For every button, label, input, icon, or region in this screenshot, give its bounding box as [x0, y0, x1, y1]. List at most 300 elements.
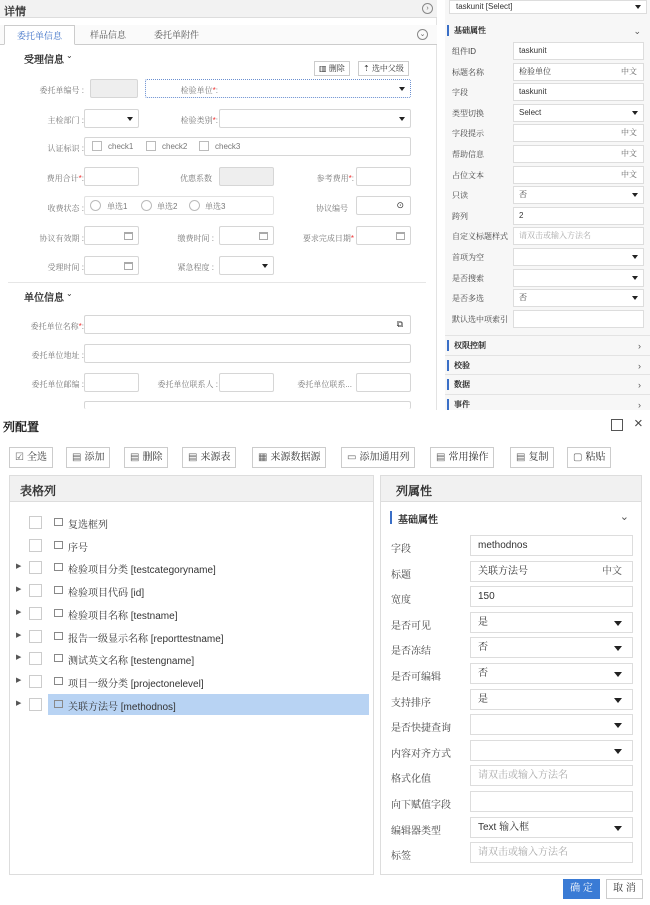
prop-row — [445, 103, 650, 123]
dropdown-arrow-icon — [632, 276, 638, 280]
chevron-down-icon[interactable]: ⌄ — [417, 29, 428, 40]
column-prop-label: 是否快捷查询 — [391, 723, 451, 735]
section-accept-info: 受理信息 — [24, 55, 64, 66]
dropdown-arrow-icon — [614, 749, 622, 754]
label-cert-mark: 认证标识 : — [47, 144, 84, 153]
column-prop-field[interactable] — [470, 842, 633, 863]
column-prop-value: methodnos — [478, 540, 528, 551]
row-checkbox[interactable] — [29, 698, 42, 711]
required-date-input[interactable] — [356, 226, 411, 245]
tab-entrust-info[interactable]: 委托单信息 — [4, 25, 75, 45]
inspect-unit-select[interactable] — [145, 79, 411, 98]
calendar-icon — [124, 232, 133, 240]
label-unit-contact2: 委托单位联系... — [297, 380, 352, 389]
prop-value: Select — [519, 107, 542, 117]
table-columns-title: 表格列 — [20, 484, 57, 498]
chevron-right-icon: › — [638, 341, 641, 351]
column-props-header — [381, 476, 641, 502]
unit-contact2-input[interactable] — [356, 373, 411, 392]
ok-button[interactable]: 确 定 — [563, 879, 600, 899]
calendar-icon — [124, 262, 133, 270]
prop-row — [445, 288, 650, 308]
prop-value-field[interactable] — [513, 145, 644, 163]
prop-value-field[interactable] — [513, 207, 644, 225]
label-inspect-type: 检验类别*: — [180, 116, 218, 125]
prop-value: taskunit — [519, 87, 547, 97]
chevron-down-icon: ⌄ — [633, 26, 641, 36]
basic-props-section[interactable] — [445, 21, 650, 40]
prop-value: taskunit — [519, 46, 547, 55]
dropdown-arrow-icon — [614, 826, 622, 831]
label-fee-total: 费用合计*: — [46, 174, 84, 183]
agreement-no-input[interactable] — [356, 196, 411, 215]
column-prop-row — [381, 534, 641, 557]
column-prop-row — [381, 713, 641, 736]
prop-row — [445, 41, 650, 61]
dropdown-arrow-icon — [614, 723, 622, 728]
toolbar-icon: ▭ — [347, 452, 357, 463]
discount-input[interactable] — [219, 167, 274, 186]
section-marker — [447, 360, 449, 371]
column-name: 检验项目名称 [testname] — [68, 610, 178, 622]
column-name: 测试英文名称 [testengname] — [68, 656, 195, 668]
dropdown-arrow-icon — [632, 193, 638, 197]
toolbar-label: 常用操作 — [448, 452, 489, 463]
unit-postcode-input[interactable] — [84, 373, 139, 392]
tree-row[interactable] — [10, 557, 373, 578]
tree-row[interactable] — [10, 535, 373, 556]
column-prop-placeholder: 请双击或输入方法名 — [478, 847, 568, 859]
label-accept-time: 受理时间 : — [47, 263, 84, 272]
maximize-icon[interactable] — [611, 419, 623, 431]
toolbar-button[interactable] — [124, 447, 168, 468]
dialog-header — [0, 410, 650, 440]
row-checkbox[interactable] — [29, 516, 42, 529]
table-icon — [54, 700, 63, 708]
toolbar-button[interactable] — [430, 447, 494, 468]
row-checkbox[interactable] — [29, 561, 42, 574]
unit-contact-input[interactable] — [219, 373, 274, 392]
column-prop-label: 是否可见 — [391, 620, 431, 632]
tree-row[interactable] — [10, 512, 373, 533]
label-entrust-no: 委托单编号 : — [39, 86, 84, 95]
column-prop-value: 否 — [478, 668, 488, 679]
prop-value-field[interactable] — [513, 248, 644, 266]
agreement-valid-date[interactable] — [84, 226, 139, 245]
label-pay-time: 缴费时间 : — [177, 234, 214, 243]
close-icon[interactable]: × — [634, 415, 643, 432]
toolbar-icon: ▤ — [516, 452, 526, 463]
label-urgency: 紧急程度 : — [177, 263, 214, 272]
tree-row[interactable] — [10, 671, 373, 692]
toolbar-button[interactable] — [66, 447, 110, 468]
dropdown-arrow-icon — [127, 117, 133, 121]
prop-label: 占位文本 — [452, 170, 484, 180]
chevron-down-icon[interactable]: ⌄ — [66, 289, 73, 298]
toolbar-label: 复制 — [528, 452, 549, 463]
check1-checkbox[interactable] — [92, 141, 102, 151]
label-required-date: 要求完成日期* — [302, 234, 354, 243]
section-marker — [447, 25, 449, 36]
prop-value-field[interactable] — [513, 289, 644, 307]
divider — [8, 282, 426, 283]
column-prop-field[interactable] — [470, 740, 633, 761]
delete-label: 删除 — [328, 64, 345, 73]
column-prop-row — [381, 662, 641, 685]
prop-row — [445, 165, 650, 185]
radio1-label: 单选1 — [107, 202, 128, 211]
tree-row[interactable] — [10, 603, 373, 624]
prop-section[interactable] — [445, 374, 650, 393]
check2-checkbox[interactable] — [146, 141, 156, 151]
toolbar-icon: ▤ — [130, 452, 140, 463]
prop-row — [445, 123, 650, 143]
column-name: 项目一级分类 [projectonelevel] — [68, 678, 204, 690]
prop-value-field[interactable] — [513, 104, 644, 122]
collapse-icon[interactable]: › — [422, 3, 433, 14]
column-prop-placeholder: 请双击或输入方法名 — [478, 770, 568, 782]
section-marker — [447, 379, 449, 390]
column-prop-field[interactable] — [470, 765, 633, 786]
radio2[interactable] — [141, 200, 152, 211]
column-prop-label: 编辑器类型 — [391, 825, 441, 837]
check1-label: check1 — [108, 142, 134, 151]
dropdown-arrow-icon — [399, 87, 405, 91]
column-prop-label: 标题 — [391, 569, 411, 581]
dropdown-arrow-icon — [614, 621, 622, 626]
table-icon — [54, 541, 63, 549]
column-prop-field[interactable] — [470, 612, 633, 633]
component-select[interactable] — [449, 0, 647, 14]
component-select-value: taskunit [Select] — [456, 2, 513, 11]
column-prop-label: 是否可编辑 — [391, 672, 441, 683]
prop-label: 帮助信息 — [452, 150, 484, 159]
label-discount: 优惠系数 — [180, 174, 212, 183]
table-icon — [54, 609, 63, 617]
column-name: 序号 — [68, 542, 88, 554]
row-checkbox[interactable] — [29, 675, 42, 688]
prop-value-field[interactable] — [513, 63, 644, 81]
tree-row[interactable] — [10, 648, 373, 669]
prop-row — [445, 82, 650, 102]
prop-value-field[interactable] — [513, 310, 644, 328]
column-prop-row — [381, 611, 641, 634]
column-prop-field[interactable] — [470, 561, 633, 582]
chevron-right-icon: › — [638, 380, 641, 391]
property-panel — [445, 0, 650, 410]
language-toggle[interactable]: 中文 — [602, 565, 622, 577]
column-prop-label: 宽度 — [391, 595, 411, 607]
column-name: 复选框列 — [68, 520, 108, 531]
label-inspect-unit: 检验单位*: — [180, 86, 218, 95]
prop-value-field[interactable] — [513, 166, 644, 184]
table-columns-header — [10, 476, 373, 502]
label-main-dept: 主检部门 : — [47, 116, 84, 125]
edit-icon[interactable]: ⧉ — [396, 319, 403, 329]
toolbar-label: 删除 — [142, 452, 163, 463]
prop-row — [445, 268, 650, 288]
column-prop-label: 字段 — [391, 544, 411, 555]
column-prop-field[interactable] — [470, 586, 633, 607]
prop-row — [445, 62, 650, 82]
prop-section-title: 数据 — [454, 380, 470, 390]
expand-caret-icon[interactable]: ▶ — [16, 654, 22, 662]
column-prop-field[interactable] — [470, 689, 633, 710]
prop-placeholder: 请双击或输入方法名 — [519, 231, 591, 241]
column-prop-field[interactable] — [470, 714, 633, 735]
parent-icon: ⇡ — [363, 64, 372, 73]
column-prop-value: 关联方法号 — [478, 565, 528, 577]
column-prop-value: 150 — [478, 591, 495, 603]
prop-row — [445, 185, 650, 205]
label-unit-contact: 委托单位联系人 : — [157, 380, 218, 389]
row-checkbox[interactable] — [29, 607, 42, 620]
prop-section-title: 权限控制 — [454, 341, 486, 350]
prop-value: 否 — [519, 293, 527, 303]
prop-section[interactable] — [445, 355, 650, 374]
dropdown-arrow-icon — [399, 117, 405, 121]
column-name: 关联方法号 [methodnos] — [68, 701, 176, 713]
column-basic-section[interactable] — [381, 506, 641, 528]
prop-section[interactable] — [445, 335, 650, 354]
prop-value-field[interactable] — [513, 227, 644, 245]
expand-caret-icon[interactable]: ▶ — [16, 631, 22, 639]
tree-row[interactable] — [10, 694, 373, 715]
prop-row — [445, 206, 650, 226]
column-prop-label: 支持排序 — [391, 697, 431, 709]
expand-caret-icon[interactable]: ▶ — [16, 608, 22, 616]
column-prop-label: 向下赋值字段 — [391, 800, 451, 811]
toolbar-button[interactable] — [182, 447, 236, 468]
calendar-icon — [259, 232, 268, 240]
row-checkbox[interactable] — [29, 630, 42, 643]
prop-value-field[interactable] — [513, 186, 644, 204]
calendar-icon — [396, 232, 405, 240]
prop-label: 组件ID — [452, 47, 476, 56]
delete-button[interactable] — [314, 61, 350, 76]
chevron-down-icon[interactable]: ⌄ — [66, 51, 73, 60]
search-icon[interactable]: ⊙ — [396, 200, 404, 210]
expand-caret-icon[interactable]: ▶ — [16, 699, 22, 707]
column-prop-label: 是否冻结 — [391, 646, 431, 658]
prop-label: 字段 — [452, 88, 468, 98]
toolbar-icon: ▤ — [188, 452, 198, 463]
prop-section-title: 事件 — [454, 399, 470, 409]
column-prop-field[interactable] — [470, 535, 633, 556]
select-parent-button[interactable] — [358, 61, 409, 76]
column-prop-row — [381, 585, 641, 608]
column-prop-field[interactable] — [470, 791, 633, 812]
toolbar-label: 添加通用列 — [359, 452, 410, 463]
select-parent-label: 选中父级 — [371, 64, 404, 73]
language-toggle[interactable]: 中文 — [621, 149, 637, 158]
unit-next-input[interactable] — [84, 401, 411, 409]
column-prop-row — [381, 739, 641, 762]
row-checkbox[interactable] — [29, 652, 42, 665]
toolbar-icon: ▤ — [436, 452, 446, 463]
prop-row — [445, 226, 650, 246]
prop-label: 只读 — [452, 191, 468, 201]
cancel-button[interactable]: 取 消 — [606, 879, 643, 899]
check2-label: check2 — [162, 142, 188, 151]
column-prop-row — [381, 841, 641, 864]
radio3-label: 单选3 — [205, 202, 226, 211]
toolbar-label: 全选 — [26, 452, 47, 463]
column-prop-field[interactable] — [470, 637, 633, 658]
table-icon — [54, 518, 63, 526]
label-charge-status: 收费状态 : — [47, 204, 84, 213]
unit-address-input[interactable] — [84, 344, 411, 363]
expand-caret-icon[interactable]: ▶ — [16, 676, 22, 684]
detail-title: 详情 — [4, 6, 26, 18]
main-dept-select[interactable] — [84, 109, 139, 128]
toolbar-button[interactable] — [341, 447, 415, 468]
column-prop-value: 是 — [478, 616, 488, 628]
detail-header — [0, 0, 437, 18]
dropdown-arrow-icon — [262, 264, 268, 268]
prop-row — [445, 309, 650, 329]
fee-total-input[interactable] — [84, 167, 139, 186]
tree-row[interactable] — [10, 580, 373, 601]
toolbar-button[interactable] — [9, 447, 53, 468]
column-props-panel — [380, 475, 642, 875]
column-name: 报告一级显示名称 [reporttestname] — [68, 633, 224, 645]
column-prop-row — [381, 790, 641, 813]
row-checkbox[interactable] — [29, 584, 42, 597]
column-name: 检验项目代码 [id] — [68, 588, 145, 600]
column-prop-label: 标签 — [391, 851, 411, 863]
language-toggle[interactable]: 中文 — [621, 169, 637, 179]
column-prop-field[interactable] — [470, 663, 633, 684]
prop-label: 首项为空 — [452, 253, 484, 262]
toolbar-button[interactable] — [510, 447, 554, 468]
language-toggle[interactable]: 中文 — [621, 66, 637, 76]
tab-attachments[interactable]: 委托单附件 — [154, 30, 200, 40]
row-checkbox[interactable] — [29, 539, 42, 552]
expand-caret-icon[interactable]: ▶ — [16, 563, 22, 571]
prop-value: 检验单位 — [519, 66, 551, 76]
pay-time-date[interactable] — [219, 226, 274, 245]
ref-fee-input[interactable] — [356, 167, 411, 186]
inspect-type-select[interactable] — [219, 109, 411, 128]
table-icon — [54, 632, 63, 640]
toolbar-label: 添加 — [84, 452, 105, 463]
prop-value-field[interactable] — [513, 269, 644, 287]
chevron-down-icon: ⌄ — [619, 511, 629, 523]
toolbar-icon: ▢ — [573, 452, 583, 463]
dropdown-arrow-icon — [614, 698, 622, 703]
accept-time-date[interactable] — [84, 256, 139, 275]
prop-row — [445, 144, 650, 164]
table-icon — [54, 563, 63, 571]
prop-label: 字段提示 — [452, 129, 484, 139]
column-prop-row — [381, 764, 641, 787]
toolbar-icon: ▦ — [258, 452, 268, 463]
column-prop-row — [381, 816, 641, 839]
entrust-no-input[interactable] — [90, 79, 138, 98]
column-prop-label: 格式化值 — [391, 774, 431, 786]
chevron-right-icon: › — [638, 399, 641, 410]
language-toggle[interactable]: 中文 — [621, 128, 637, 138]
prop-value-field[interactable] — [513, 83, 644, 101]
dropdown-arrow-icon — [632, 255, 638, 259]
toolbar-icon: ▤ — [72, 452, 82, 463]
prop-value-field[interactable] — [513, 42, 644, 60]
column-prop-label: 内容对齐方式 — [391, 748, 451, 760]
tree-row[interactable] — [10, 626, 373, 647]
table-icon — [54, 677, 63, 685]
section-marker — [447, 340, 449, 351]
urgency-select[interactable] — [219, 256, 274, 275]
prop-value: 否 — [519, 190, 527, 200]
prop-section-title: 校验 — [454, 360, 470, 370]
toolbar-button[interactable] — [252, 447, 326, 468]
toolbar-button[interactable] — [567, 447, 611, 468]
check3-checkbox[interactable] — [199, 141, 209, 151]
prop-label: 是否多选 — [452, 294, 484, 304]
toolbar-icon: ☑ — [15, 452, 24, 463]
toolbar-label: 来源数据源 — [270, 452, 321, 463]
check3-label: check3 — [215, 142, 241, 151]
dropdown-arrow-icon — [632, 296, 638, 300]
toolbar-label: 来源表 — [200, 452, 231, 463]
prop-label: 是否搜索 — [452, 273, 484, 283]
unit-name-input[interactable] — [84, 315, 411, 334]
detail-tabs — [0, 25, 437, 45]
column-prop-row — [381, 688, 641, 711]
tab-sample-info[interactable]: 样品信息 — [90, 30, 127, 40]
column-name: 检验项目分类 [testcategoryname] — [68, 565, 216, 577]
basic-props-title: 基础属性 — [454, 26, 486, 35]
table-icon — [54, 586, 63, 594]
detail-panel — [0, 0, 437, 410]
column-prop-value: 是 — [478, 693, 488, 705]
prop-row — [445, 247, 650, 267]
section-unit-info: 单位信息 — [24, 293, 64, 304]
column-prop-row — [381, 560, 641, 583]
radio1[interactable] — [90, 200, 101, 211]
dropdown-arrow-icon — [632, 111, 638, 115]
column-prop-value: Text 输入框 — [478, 821, 530, 833]
prop-value-field[interactable] — [513, 124, 644, 142]
radio3[interactable] — [189, 200, 200, 211]
dropdown-arrow-icon — [614, 646, 622, 651]
dropdown-arrow-icon — [635, 5, 641, 9]
label-agreement-no: 协议编号 — [316, 204, 348, 213]
column-prop-field[interactable] — [470, 817, 633, 838]
prop-label: 类型切换 — [452, 108, 484, 118]
section-marker — [390, 511, 392, 524]
radio2-label: 单选2 — [157, 202, 178, 211]
column-prop-row — [381, 636, 641, 659]
label-ref-fee: 参考费用*: — [316, 174, 354, 183]
column-props-title: 列属性 — [396, 484, 433, 498]
prop-label: 默认选中项索引 — [452, 314, 508, 324]
column-basic-title: 基础属性 — [398, 515, 438, 526]
table-icon — [54, 654, 63, 662]
section-marker — [447, 399, 449, 410]
prop-label: 标题名称 — [452, 67, 484, 77]
table-columns-panel — [9, 475, 374, 875]
label-unit-postcode: 委托单位邮编 : — [31, 380, 84, 389]
trash-icon: ▥ — [319, 64, 329, 73]
expand-caret-icon[interactable]: ▶ — [16, 586, 22, 594]
column-prop-value: 否 — [478, 642, 488, 654]
dropdown-arrow-icon — [614, 672, 622, 677]
dialog-title: 列配置 — [3, 420, 40, 434]
chevron-right-icon: › — [638, 360, 641, 371]
toolbar-label: 粘贴 — [585, 452, 606, 463]
